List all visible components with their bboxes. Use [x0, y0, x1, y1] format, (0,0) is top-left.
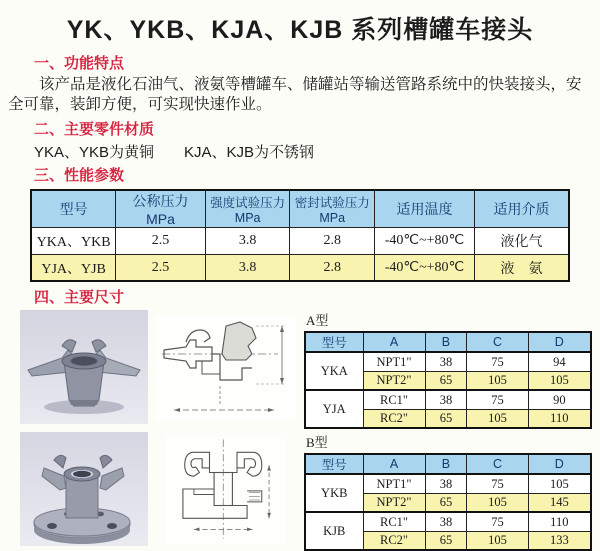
cell-nominal: 2.5 [116, 254, 206, 281]
cell-thread: NPT2" [363, 371, 425, 390]
cell-thread: RC2" [363, 531, 425, 550]
cell-d: 145 [528, 493, 591, 512]
table-row [31, 227, 569, 254]
cell-d: 90 [528, 390, 591, 409]
section-heading-performance: 三、性能参数 [34, 166, 125, 184]
dim-table-b [304, 453, 592, 551]
cell-d: 105 [528, 474, 591, 493]
col-header-b: B [425, 332, 467, 352]
dim-a-header-row [305, 332, 591, 352]
cell-b: 38 [425, 474, 467, 493]
cell-c: 105 [467, 493, 528, 512]
dim-b-header-row [305, 454, 591, 474]
col-header-model: 型号 [31, 190, 116, 228]
cell-model: YJA、YJB [31, 254, 116, 281]
dimension-row-b [20, 432, 592, 551]
cell-thread: NPT2" [363, 493, 425, 512]
cell-seal: 2.8 [290, 227, 375, 254]
cell-d: 110 [528, 409, 591, 428]
performance-table [30, 189, 570, 283]
cell-c: 75 [467, 512, 528, 531]
cell-strength: 3.8 [205, 227, 290, 254]
cell-model: YKA [305, 352, 363, 390]
cell-b: 38 [425, 512, 467, 531]
page-title: YK、YKB、KJA、KJB 系列槽罐车接头 [66, 16, 534, 44]
cell-thread: NPT1" [363, 474, 425, 493]
dim-table-a [304, 331, 592, 429]
col-header-seal: 密封试验压力MPa [290, 190, 375, 228]
cell-d: 94 [528, 352, 591, 371]
col-header-c: C [467, 332, 528, 352]
col-header-c: C [467, 454, 528, 474]
col-header-model: 型号 [305, 332, 363, 352]
cell-b: 38 [425, 390, 467, 409]
dim-table-a-block [304, 310, 592, 429]
section-heading-features: 一、功能特点 [34, 55, 125, 72]
cell-nominal: 2.5 [116, 227, 206, 254]
cell-d: 133 [528, 531, 591, 550]
product-photo-b-flanged-coupling [20, 432, 148, 546]
product-photo-a-cam-coupling [20, 310, 148, 424]
col-header-temp: 适用温度 [375, 190, 475, 228]
cell-seal: 2.8 [290, 254, 375, 281]
cell-model: YKB [305, 474, 363, 512]
cell-d: 105 [528, 371, 591, 390]
cell-model: YJA [305, 390, 363, 428]
col-header-b: B [425, 454, 467, 474]
cell-b: 65 [425, 531, 467, 550]
cell-d: 110 [528, 512, 591, 531]
cell-c: 105 [467, 531, 528, 550]
cell-temp: -40℃~+80℃ [375, 227, 475, 254]
cell-strength: 3.8 [205, 254, 290, 281]
features-paragraph: 该产品是液化石油气、液氨等槽罐车、储罐站等输送管路系统中的快装接头，安全可靠，装卸方便，可实现快速作业。 [8, 76, 582, 114]
col-header-a: A [363, 454, 425, 474]
cell-b: 38 [425, 352, 467, 371]
table-row [305, 512, 591, 531]
cell-b: 65 [425, 409, 467, 428]
dim-table-a-label: A型 [306, 313, 329, 329]
technical-drawing-b-section [161, 434, 291, 544]
col-header-d: D [528, 454, 591, 474]
cell-thread: RC1" [363, 390, 425, 409]
col-header-d: D [528, 332, 591, 352]
table-row [305, 390, 591, 409]
cell-medium: 液化气 [474, 227, 569, 254]
cell-model: YKA、YKB [31, 227, 116, 254]
materials-text: YKA、YKB为黄铜 KJA、KJB为不锈钢 [34, 143, 315, 161]
cell-b: 65 [425, 371, 467, 390]
section-heading-materials: 二、主要零件材质 [34, 120, 155, 138]
cell-c: 105 [467, 409, 528, 428]
col-header-model: 型号 [305, 454, 363, 474]
cell-c: 75 [467, 352, 528, 371]
cell-c: 75 [467, 390, 528, 409]
table-row [305, 474, 591, 493]
section-heading-dimensions: 四、主要尺寸 [34, 289, 125, 307]
table-row [305, 352, 591, 371]
cell-model: KJB [305, 512, 363, 550]
table-row [31, 254, 569, 281]
cell-thread: RC2" [363, 409, 425, 428]
cell-temp: -40℃~+80℃ [375, 254, 475, 281]
col-header-strength: 强度试验压力MPa [205, 190, 290, 228]
col-header-nominal: 公称压力 MPa [116, 190, 206, 228]
cell-medium: 液 氨 [474, 254, 569, 281]
col-header-a: A [363, 332, 425, 352]
technical-drawing-a-section [156, 316, 296, 420]
cell-c: 105 [467, 371, 528, 390]
cell-c: 75 [467, 474, 528, 493]
cell-thread: NPT1" [363, 352, 425, 371]
dimension-row-a [20, 310, 592, 429]
performance-header-row [31, 190, 569, 228]
dim-table-b-label: B型 [306, 435, 328, 451]
col-header-medium: 适用介质 [474, 190, 569, 228]
cell-thread: RC1" [363, 512, 425, 531]
dim-table-b-block [304, 432, 592, 551]
cell-b: 65 [425, 493, 467, 512]
